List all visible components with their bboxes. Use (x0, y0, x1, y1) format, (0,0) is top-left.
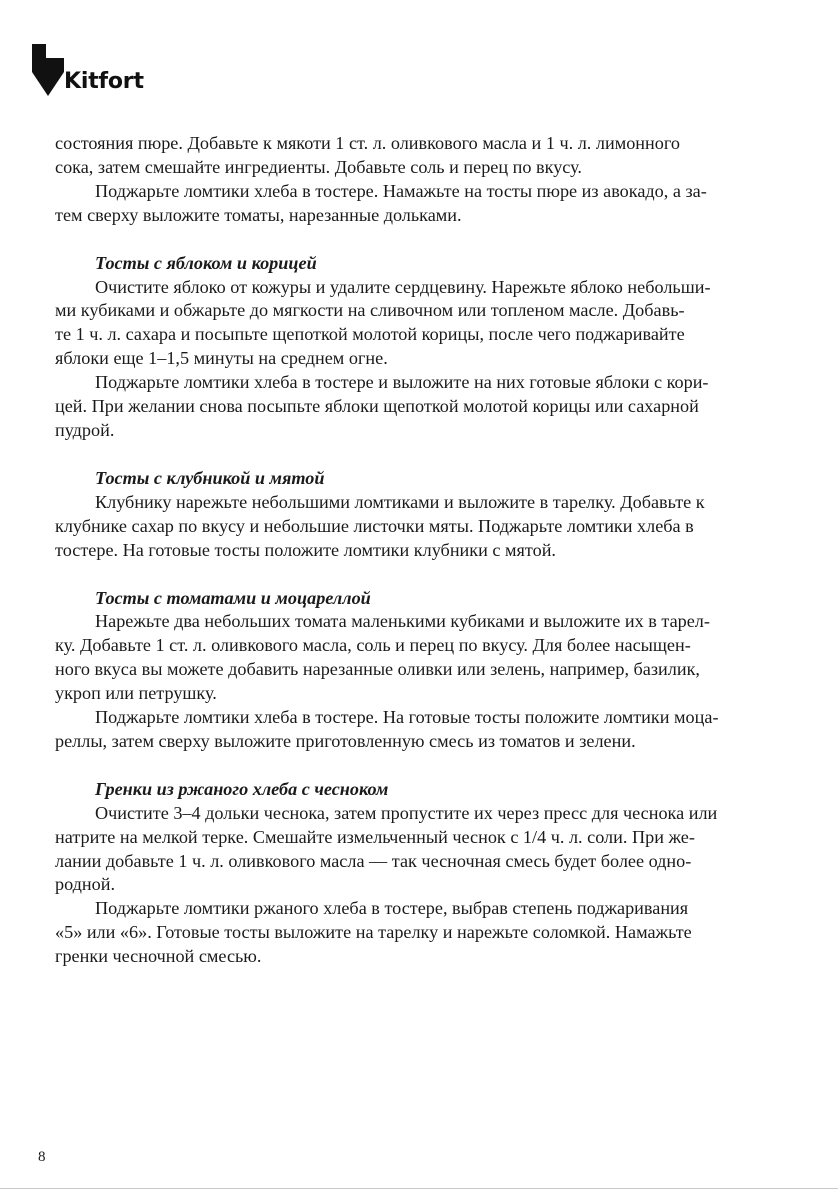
section-gap (55, 754, 785, 778)
paragraph-line: натрите на мелкой терке. Смешайте измельченный чеснок с 1/4 ч. л. соли. При же- (55, 826, 695, 847)
paragraph-line: родной. (55, 874, 116, 895)
paragraph-line: ми кубиками и обжарьте до мягкости на сливочном или топленом масле. Добавь- (55, 300, 685, 321)
paragraph-line: Клубнику нарежьте небольшими ломтиками и выложите в тарелку. Добавьте к (95, 491, 705, 512)
paragraph-line: тостере. На готовые тосты положите ломтики клубники с мятой. (55, 539, 556, 560)
section-title: Тосты с клубникой и мятой (95, 467, 325, 488)
paragraph-line: Поджарьте ломтики ржаного хлеба в тостере, выбрав степень поджаривания (95, 898, 689, 919)
paragraph-line: Очистите яблоко от кожуры и удалите сердцевину. Нарежьте яблоко небольши- (95, 276, 711, 297)
paragraph-line: гренки чесночной смесью. (55, 946, 262, 967)
paragraph-line: лании добавьте 1 ч. л. оливкового масла — так чесночная смесь будет более одно- (55, 850, 692, 871)
paragraph-line: сока, затем смешайте ингредиенты. Добавьте соль и перец по вкусу. (55, 156, 582, 177)
section-title: Гренки из ржаного хлеба с чесноком (95, 778, 389, 799)
kitfort-logo (32, 44, 152, 100)
document-body (55, 132, 785, 969)
kitfort-mark-icon (32, 44, 66, 96)
paragraph-line: Очистите 3–4 дольки чеснока, затем пропустите их через пресс для чеснока или (95, 802, 718, 823)
paragraph-line: укроп или петрушку. (55, 683, 217, 704)
section-title: Тосты с томатами и моцареллой (95, 587, 371, 608)
bottom-divider (0, 1188, 838, 1189)
paragraph-line: цей. При желании снова посыпьте яблоки щепоткой молотой корицы или сахарной (55, 396, 699, 417)
section-gap (55, 563, 785, 587)
paragraph-line: Поджарьте ломтики хлеба в тостере. На готовые тосты положите ломтики моца- (95, 707, 719, 728)
paragraph-line: клубнике сахар по вкусу и небольшие листочки мяты. Поджарьте ломтики хлеба в (55, 515, 694, 536)
brand-name: Kitfort (64, 69, 144, 94)
paragraph-line: Нарежьте два небольших томата маленькими кубиками и выложите их в тарел- (95, 611, 710, 632)
section-gap (55, 443, 785, 467)
paragraph-line: Поджарьте ломтики хлеба в тостере. Намажьте на тосты пюре из авокадо, а за- (95, 180, 707, 201)
paragraph-line: яблоки еще 1–1,5 минуты на среднем огне. (55, 348, 388, 369)
paragraph-line: ного вкуса вы можете добавить нарезанные оливки или зелень, например, базилик, (55, 659, 700, 680)
paragraph-line: тем сверху выложите томаты, нарезанные дольками. (55, 204, 462, 225)
paragraph-line: «5» или «6». Готовые тосты выложите на тарелку и нарежьте соломкой. Намажьте (55, 922, 692, 943)
paragraph-line: ку. Добавьте 1 ст. л. оливкового масла, соль и перец по вкусу. Для более насыщен- (55, 635, 691, 656)
paragraph-line: состояния пюре. Добавьте к мякоти 1 ст. л. оливкового масла и 1 ч. л. лимонного (55, 133, 680, 153)
paragraph-line: Поджарьте ломтики хлеба в тостере и выложите на них готовые яблоки с кори- (95, 372, 709, 393)
paragraph-line: пудрой. (55, 419, 115, 440)
paragraph-line: реллы, затем сверху выложите приготовленную смесь из томатов и зелени. (55, 730, 636, 751)
page-number: 8 (38, 1149, 46, 1165)
section-gap (55, 228, 785, 252)
section-title: Тосты с яблоком и корицей (95, 252, 317, 273)
paragraph-line: те 1 ч. л. сахара и посыпьте щепоткой молотой корицы, после чего поджаривайте (55, 324, 685, 345)
